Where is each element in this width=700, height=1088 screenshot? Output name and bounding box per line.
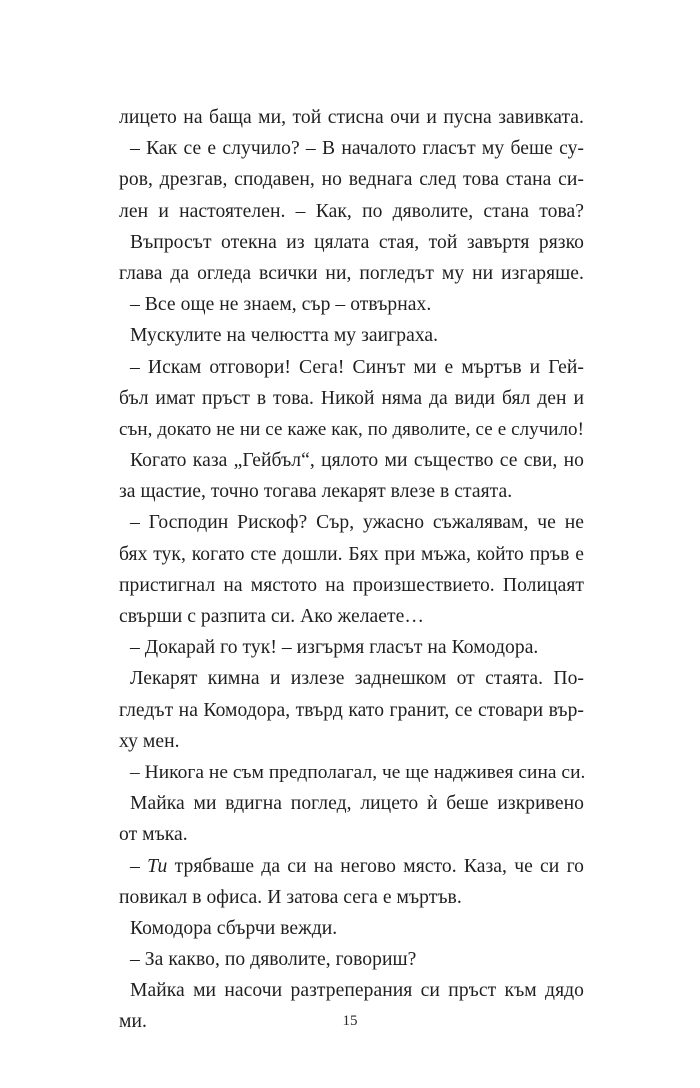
text-line: Мускулите на челюстта му заиграха. (130, 325, 439, 347)
text-line: лен и настоятелен. – Как, по дяволите, стана това? (119, 200, 584, 222)
text-line: Майка ми вдигна поглед, лицето ѝ беше изкривено (130, 793, 584, 815)
text-line: ху мен. (119, 730, 180, 752)
body-text (119, 102, 584, 1038)
text-line: бъл имат пръст в това. Никой няма да види бял ден и (119, 387, 584, 409)
text-line: Лекарят кимна и излезе заднешком от стаята. По- (130, 668, 584, 690)
text-line: глава да огледа всички ни, погледът му ни изгаряше. (119, 262, 584, 284)
text-line (119, 851, 584, 882)
text-line: свърши с разпита си. Ако желаете… (119, 606, 425, 627)
text-line: за щастие, точно тогава лекарят влезе в стаята. (119, 481, 513, 503)
text-line: бях тук, когато сте дошли. Бях при мъжа, който пръв е (119, 543, 584, 565)
line-prefix: – (130, 855, 148, 877)
text-line: гледът на Комодора, твърд като гранит, се стовари вър- (119, 699, 584, 721)
line-rest: трябваше да си на негово място. Каза, че си го (167, 855, 585, 877)
text-line: – Господин Рискоф? Сър, ужасно съжалявам, че не (130, 512, 584, 534)
text-line: ров, дрезгав, сподавен, но веднага след това стана си- (119, 169, 584, 191)
text-line: повикал в офиса. И затова сега е мъртъв. (119, 886, 462, 908)
text-line: – Как се е случило? – В началото гласът му беше су- (130, 138, 584, 160)
text-line: – Все още не знаем, сър – отвърнах. (130, 294, 432, 316)
text-line: от мъка. (119, 824, 188, 846)
text-line: – Искам отговори! Сега! Синът ми е мъртъв и Гей- (130, 356, 584, 378)
text-line: – Докарай го тук! – изгърмя гласът на Комодора. (130, 637, 539, 659)
text-line: Когато каза „Гейбъл“, цялото ми същество се сви, но (130, 450, 584, 472)
page-number: 15 (342, 1013, 358, 1029)
text-line: ми. (119, 1011, 147, 1033)
emphasis: Ти (147, 855, 168, 877)
text-line: – Никога не съм предполагал, че ще надживея сина си. (130, 761, 586, 783)
text-line: Майка ми насочи разтреперания си пръст към дядо (130, 980, 584, 1002)
text-line: пристигнал на мястото на произшествието. Полицаят (119, 574, 584, 596)
text-line: – За какво, по дяволите, говориш? (130, 949, 417, 971)
text-line: лицето на баща ми, той стисна очи и пусна завивката. (119, 107, 584, 128)
text-line: Въпросът отекна из цялата стая, той завъртя рязко (130, 231, 584, 253)
text-line: сън, докато не ни се каже как, по дяволите, се е случило! (119, 418, 584, 440)
text-line: Комодора сбърчи вежди. (130, 917, 338, 939)
